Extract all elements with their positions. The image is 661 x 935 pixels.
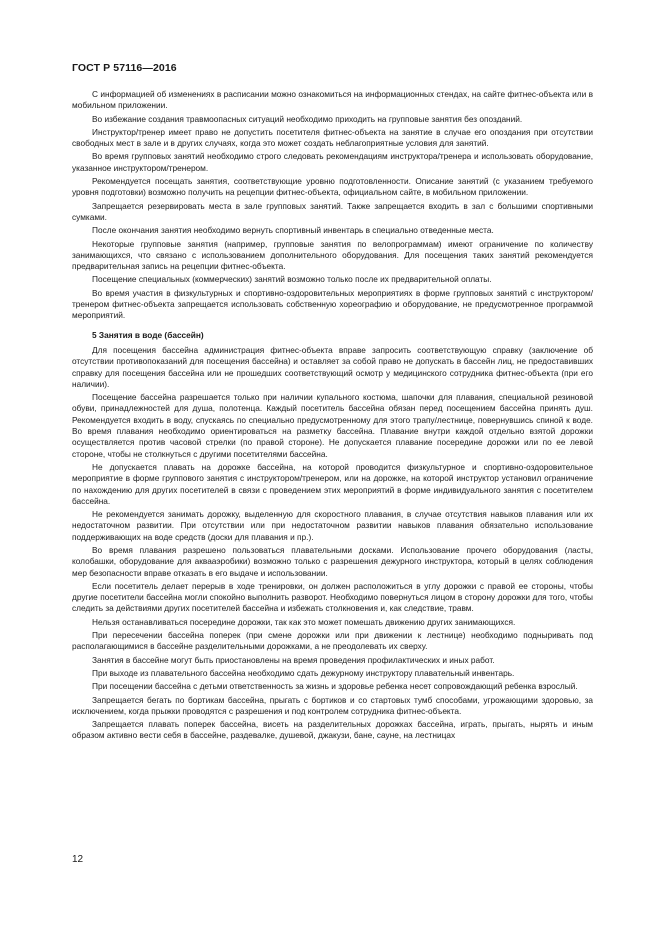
paragraph: Нельзя останавливаться посередине дорожки, так как это может помешать движению других занимающихся.	[92, 616, 516, 627]
document-body	[72, 89, 593, 744]
paragraph: Рекомендуется посещать занятия, соответствующие уровню подготовленности. Описание занятий (с указанием требуемого уровня подготовки) возможно получить на рецепции фитнес-объекта, официальном сайте, в мобильном приложении.	[72, 176, 593, 198]
paragraph: Не допускается плавать на дорожке бассейна, на которой проводится физкультурное и спортивно-оздоровительное мероприятие в форме группового занятия с инструктором/тренером, или на дорожке, на которой инструктор установил ограничение по нахождению для других посетителей в связи с проведением этих мероприятий в форме индивидуального занятия с посетителем бассейна.	[72, 461, 593, 506]
paragraphs-before-section	[72, 89, 593, 322]
paragraph: Занятия в бассейне могут быть приостановлены на время проведения профилактических и иных работ.	[92, 654, 495, 665]
paragraph: Запрещается бегать по бортикам бассейна, прыгать с бортиков и со стартовых тумб способами, угрожающими здоровью, за исключением, когда прыжки проводятся с разрешения и под контролем сотрудника фитнес-объекта.	[72, 694, 593, 716]
paragraph: Запрещается резервировать места в зале групповых занятий. Также запрещается входить в зал с большими спортивными сумками.	[72, 200, 593, 222]
paragraph: При посещении бассейна с детьми ответственность за жизнь и здоровье ребенка несет сопровождающий ребенка взрослый.	[92, 681, 578, 692]
paragraphs-after-section	[72, 345, 593, 742]
paragraph: Если посетитель делает перерыв в ходе тренировки, он должен расположиться в углу дорожки с правой ее стороны, чтобы другие посетители бассейна могли спокойно выполнить разворот. Необходимо повернуться лицом в сторону дорожки для того, чтобы следить за действиями других посетителей бассейна и избежать столкновения и, как следствие, травм.	[72, 580, 593, 614]
section-heading: 5 Занятия в воде (бассейн)	[92, 329, 204, 340]
paragraph: После окончания занятия необходимо вернуть спортивный инвентарь в специально отведенные места.	[92, 225, 494, 236]
paragraph: С информацией об изменениях в расписании можно ознакомиться на информационных стендах, на сайте фитнес-объекта или в мобильном приложении.	[72, 89, 593, 111]
paragraph: Во избежание создания травмоопасных ситуаций необходимо приходить на групповые занятия без опозданий.	[92, 113, 523, 124]
paragraph: Некоторые групповые занятия (например, групповые занятия по велопрограммам) имеют ограничение по количеству занимающихся, что связано с использованием дополнительного оборудования. Для посещения таких занятий рекомендуется предварительная запись на рецепции фитнес-объекта.	[72, 238, 593, 272]
paragraph: Посещение бассейна разрешается только при наличии купального костюма, шапочки для плавания, специальной резиновой обуви, принадлежностей для душа, полотенца. Каждый посетитель бассейна обязан перед посещением бассейна принять душ. Рекомендуется входить в воду, спускаясь по специально предусмотренному для этого трапу/лестнице, повернувшись спиной к воде. Во время плавания необходимо ориентироваться на разметку бассейна. Плавание внутри каждой отдельно взятой дорожки осуществляется против часовой стрелки (по правой стороне). Не допускается плавание посередине дорожки или по ее левой стороне, чтобы не столкнуться с другими посетителями бассейна.	[72, 392, 593, 459]
paragraph: При выходе из плавательного бассейна необходимо сдать дежурному инструктору плавательный инвентарь.	[92, 667, 515, 678]
paragraph: При пересечении бассейна поперек (при смене дорожки или при движении к лестнице) необходимо подныривать под располагающимися в бассейне разделительными дорожками, а не преодолевать их сверху.	[72, 630, 593, 652]
paragraph: Во время участия в физкультурных и спортивно-оздоровительных мероприятиях в форме групповых занятий с инструктором/тренером фитнес-объекта запрещается использовать собственную хореографию и оборудование, не предусмотренное программой мероприятий.	[72, 287, 593, 321]
document-header: ГОСТ Р 57116—2016	[72, 62, 177, 74]
paragraph: Посещение специальных (коммерческих) занятий возможно только после их предварительной оплаты.	[92, 274, 492, 285]
paragraph: Инструктор/тренер имеет право не допустить посетителя фитнес-объекта на занятие в случае его опоздания при отсутствии свободных мест в зале и в других случаях, когда это может создать неблагоприятные условия для занятий.	[72, 126, 593, 149]
paragraph: Во время групповых занятий необходимо строго следовать рекомендациям инструктора/тренера и использовать оборудование, указанное инструктором/тренером.	[72, 151, 593, 173]
page-number: 12	[72, 854, 84, 865]
paragraph: Не рекомендуется занимать дорожку, выделенную для скоростного плавания, в случае отсутствия навыков плавания или их недостаточном развитии. При отсутствии или при недостаточном развитии навыков плавания обязательно использование поддерживающих на воде средств (доски для плавания и пр.).	[72, 509, 593, 542]
paragraph: Для посещения бассейна администрация фитнес-объекта вправе запросить соответствующую справку (заключение об отсутствии противопоказаний для посещения бассейна) и оставляет за собой право не допускать в бассейн лиц, не предоставивших справку для посещения бассейна или не прошедших соответствующий осмотр у медицинского сотрудника фитнес-объекта (при его наличии).	[72, 344, 593, 389]
paragraph: Во время плавания разрешено пользоваться плавательными досками. Использование прочего оборудования (ласты, колобашки, оборудование для аквааэробики) возможно только с разрешения дежурного инструктора, который в целях соблюдения мер безопасности вправе отказать в его выдаче и использовании.	[72, 544, 593, 578]
paragraph: Запрещается плавать поперек бассейна, висеть на разделительных дорожках бассейна, играть, прыгать, нырять и иным образом активно вести себя в бассейне, раздевалке, душевой, джакузи, бане, сауне, на лестницах	[72, 719, 593, 741]
